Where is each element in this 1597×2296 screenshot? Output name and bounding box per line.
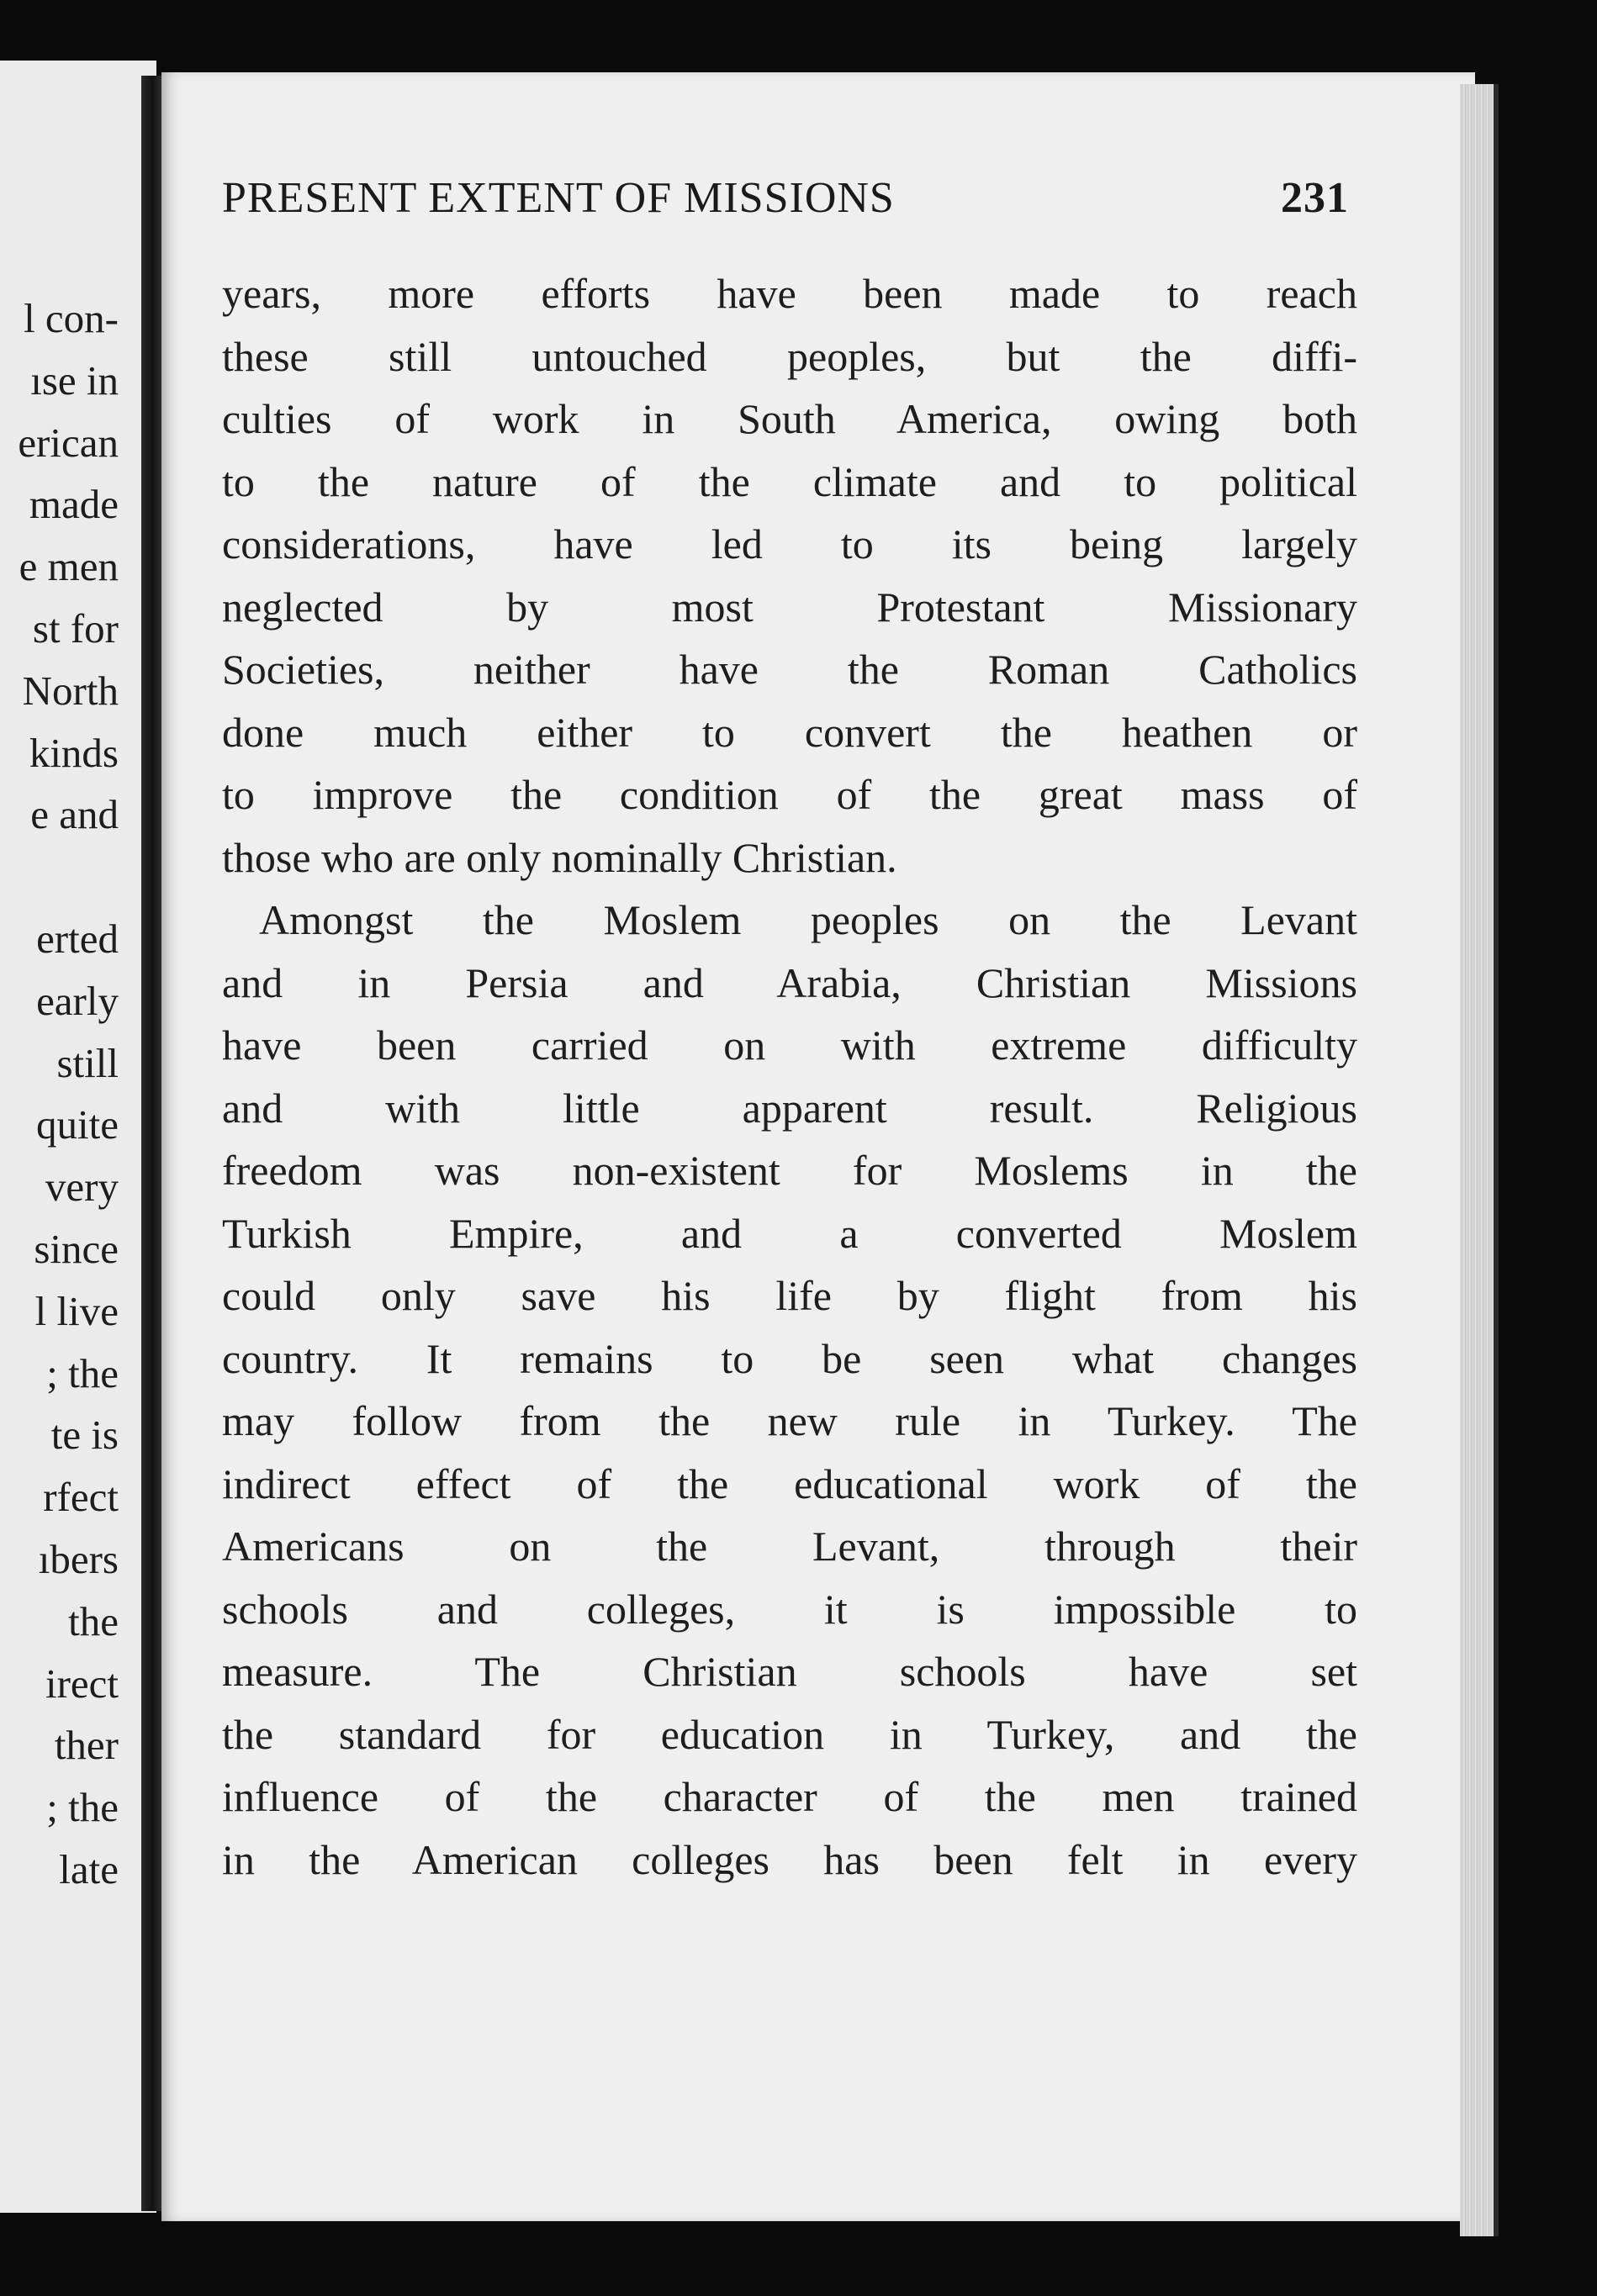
text-line: and in Persia and Arabia, Christian Missions bbox=[222, 958, 1357, 1006]
text-line: and with little apparent result. Religious bbox=[222, 1084, 1357, 1132]
left-page-line: since bbox=[34, 1226, 119, 1272]
text-line: freedom was non-existent for Moslems in the bbox=[222, 1147, 1357, 1194]
text-line: could only save his life by flight from his bbox=[222, 1272, 1357, 1319]
left-page-line: st for bbox=[32, 605, 119, 652]
text-line: schools and colleges, it is impossible to bbox=[222, 1585, 1357, 1633]
left-page-line: North bbox=[22, 668, 119, 714]
text-line: in the American colleges has been felt in every bbox=[222, 1835, 1357, 1883]
text-line: those who are only nominally Christian. bbox=[222, 833, 897, 881]
left-page-line: late bbox=[59, 1846, 119, 1892]
left-page-line: l live bbox=[34, 1288, 119, 1334]
body-text bbox=[222, 262, 1357, 1891]
text-line: may follow from the new rule in Turkey. The bbox=[222, 1397, 1357, 1444]
page-number: 231 bbox=[1281, 174, 1349, 222]
text-line: neglected by most Protestant Missionary bbox=[222, 583, 1357, 631]
book-page bbox=[161, 72, 1475, 2221]
left-page-line: irect bbox=[45, 1660, 119, 1707]
running-head-title: PRESENT EXTENT OF MISSIONS bbox=[222, 174, 895, 222]
text-line: these still untouched peoples, but the diffi- bbox=[222, 332, 1357, 380]
left-page-line: rfect bbox=[43, 1474, 119, 1520]
text-line: to improve the condition of the great mass of bbox=[222, 771, 1357, 818]
left-page-line: ıse in bbox=[30, 357, 119, 404]
left-page-line: erican bbox=[18, 420, 119, 466]
text-line: Americans on the Levant, through their bbox=[222, 1523, 1357, 1570]
text-line: to the nature of the climate and to political bbox=[222, 457, 1357, 505]
text-line: Societies, neither have the Roman Catholics bbox=[222, 646, 1357, 693]
left-page-line: ther bbox=[54, 1722, 119, 1768]
running-head bbox=[222, 173, 1349, 232]
text-line: done much either to convert the heathen or bbox=[222, 708, 1357, 756]
left-page-line: e and bbox=[30, 791, 119, 837]
text-line: indirect effect of the educational work of the bbox=[222, 1459, 1357, 1507]
left-page-line: l con- bbox=[24, 295, 119, 341]
text-line: influence of the character of the men trained bbox=[222, 1773, 1357, 1820]
left-page-line: e men bbox=[19, 543, 119, 589]
left-page-line: kinds bbox=[29, 730, 119, 776]
left-facing-page bbox=[0, 61, 156, 2213]
left-page-line: made bbox=[29, 481, 119, 527]
text-line: the standard for education in Turkey, and the bbox=[222, 1710, 1357, 1758]
text-line: have been carried on with extreme difficulty bbox=[222, 1021, 1357, 1069]
text-line: Turkish Empire, and a converted Moslem bbox=[222, 1209, 1357, 1257]
left-page-line: the bbox=[68, 1598, 119, 1644]
binding-gutter bbox=[141, 76, 163, 2211]
text-line: country. It remains to be seen what changes bbox=[222, 1334, 1357, 1382]
left-page-line: erted bbox=[36, 916, 119, 962]
text-line: culties of work in South America, owing both bbox=[222, 395, 1357, 442]
left-page-line: ıbers bbox=[38, 1536, 119, 1582]
left-page-line: te is bbox=[50, 1412, 119, 1458]
text-line: years, more efforts have been made to reach bbox=[222, 270, 1357, 317]
text-line: measure. The Christian schools have set bbox=[222, 1648, 1357, 1695]
left-page-line: early bbox=[36, 978, 119, 1024]
left-page-line: very bbox=[45, 1164, 119, 1210]
left-page-line: ; the bbox=[46, 1784, 119, 1830]
left-page-line: still bbox=[56, 1040, 119, 1086]
paragraph-start-line: Amongst the Moslem peoples on the Levant bbox=[259, 896, 1357, 943]
left-page-line: quite bbox=[36, 1101, 119, 1148]
page-edges bbox=[1460, 84, 1495, 2236]
text-line: considerations, have led to its being largely bbox=[222, 520, 1357, 567]
left-page-line: ; the bbox=[46, 1350, 119, 1396]
